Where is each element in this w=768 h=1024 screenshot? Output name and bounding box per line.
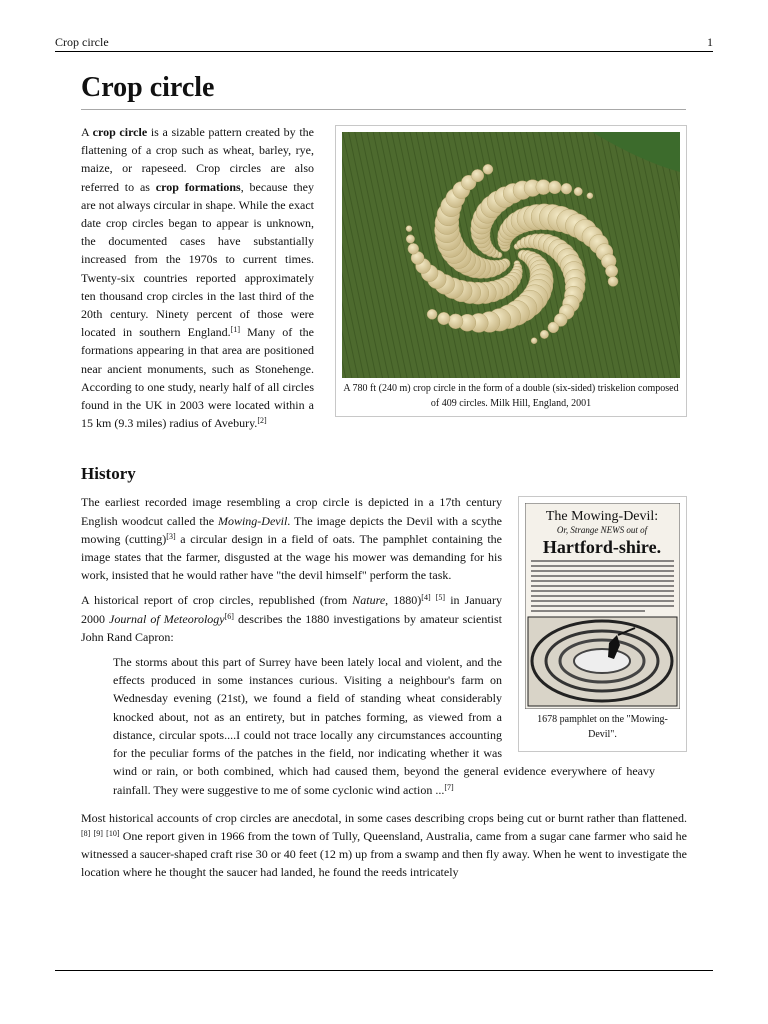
citation-link[interactable]: [7] bbox=[444, 782, 454, 792]
mowing-devil-figure bbox=[518, 496, 687, 752]
text: A historical report of crop circles, republished (from bbox=[81, 593, 353, 608]
text: A bbox=[81, 125, 93, 139]
text: , because they are not always circular in shape. While the exact date crop circles began to appear is unknown, the documented cases have substantially increased from the 1970s to current times. Twenty-six countries reported approximately ten thousand crop circles in the last third of the 20th century. Ninety percent of those were located in southern England. bbox=[81, 179, 315, 340]
text: , 1880) bbox=[385, 593, 422, 608]
article-title: Crop circle bbox=[81, 68, 686, 110]
article-body bbox=[81, 123, 687, 889]
text: in January 2000 bbox=[81, 593, 503, 626]
flattened-crop-disc bbox=[574, 187, 582, 195]
flattened-crop-disc bbox=[483, 164, 493, 174]
flattened-crop-disc bbox=[427, 309, 437, 319]
citation-link[interactable]: [10] bbox=[106, 828, 120, 838]
pamphlet-title-line3: Hartford-shire. bbox=[542, 537, 662, 558]
title-journal-of-meteorology: Journal of Meteorology bbox=[109, 611, 225, 626]
flattened-crop-disc bbox=[608, 276, 618, 286]
running-header-title: Crop circle bbox=[55, 35, 109, 49]
text: . The image depicts the Devil with a scythe mowing (cutting) bbox=[81, 513, 502, 546]
text: One report given in 1966 from the town of Tully, Queensland, Australia, came from a sugar cane farmer who said he witnessed a saucer-shaped craft rise 30 or 40 feet (12 m) up from a swamp and then fly away. When he went to investigate the location where he thought the saucer had landed, he found the reeds intricately bbox=[81, 828, 688, 880]
crop-circle-aerial-image bbox=[342, 132, 680, 378]
text: describes the 1880 investigations by amateur scientist John Rand Capron: bbox=[81, 611, 503, 644]
text: Most historical accounts of crop circles are anecdotal, in some cases describing crops being cut or burnt rather than flattened. bbox=[81, 810, 687, 825]
flattened-crop-disc bbox=[471, 169, 483, 181]
flattened-crop-disc bbox=[438, 312, 450, 324]
figure-caption: A 780 ft (240 m) crop circle in the form of a double (six-sided) triskelion composed of 409 circles. Milk Hill, England, 2001 bbox=[343, 383, 679, 409]
flattened-crop-disc bbox=[406, 226, 412, 232]
citation-link[interactable]: [2] bbox=[257, 416, 267, 426]
flattened-crop-disc bbox=[540, 330, 548, 338]
running-header bbox=[55, 34, 713, 52]
text: The storms about this part of Surrey have been lately local and violent, and the effects produced in some instances curious. Visiting a neighbour's farm on Wednesday evening (21st), we found a field of standing wheat considerably knocked about, not as an entirety, but in patches forming, as viewed from a distance, circular spots....I could not trace locally any circumstances accounting for the peculiar forms of the patches in the field, nor indicating whether it was wind or rain, or both combined, which had caused them, beyond the general evidence everywhere of heavy rainfall. They were suggestive to me of some cyclonic wind action ... bbox=[113, 655, 655, 797]
flattened-crop-disc bbox=[448, 314, 463, 329]
citation-link[interactable]: [1] bbox=[230, 325, 240, 335]
term-crop-formations: crop formations bbox=[155, 179, 241, 194]
flattened-crop-disc bbox=[548, 181, 561, 194]
mowing-devil-pamphlet-image bbox=[525, 503, 680, 709]
flattened-crop-disc bbox=[548, 322, 559, 333]
flattened-crop-disc bbox=[587, 193, 593, 199]
flattened-crop-disc bbox=[605, 265, 617, 277]
page-number: 1 bbox=[707, 35, 713, 49]
text: Many of the formations appearing in that area are positioned near ancient monuments, such as Stonehenge. According to one study, nearly half of all circles found in the UK in 2003 were located within a 15 km (9.3 miles) radius of Avebury. bbox=[81, 325, 314, 431]
citation-link[interactable]: [3] bbox=[166, 531, 176, 541]
citation-link[interactable]: [6] bbox=[224, 611, 234, 621]
citation-link[interactable]: [5] bbox=[435, 593, 446, 603]
figure-caption: 1678 pamphlet on the "Mowing-Devil". bbox=[537, 714, 668, 740]
flattened-crop-disc bbox=[406, 235, 414, 243]
footer-rule bbox=[55, 970, 713, 971]
text: The earliest recorded image resembling a crop circle is depicted in a 17th century English woodcut called the bbox=[81, 495, 502, 528]
title-nature: Nature bbox=[352, 593, 386, 608]
term-crop-circle: crop circle bbox=[92, 125, 148, 139]
citation-link[interactable]: [4] bbox=[421, 593, 431, 603]
text: is a sizable pattern created by the flattening of a crop such as wheat, barley, rye, maize, or rapeseed. Crop circles are also referred to as bbox=[81, 125, 314, 194]
flattened-crop-disc bbox=[408, 243, 419, 254]
flattened-crop-disc bbox=[531, 338, 537, 344]
text: a circular design in a field of oats. The pamphlet containing the image states that the farmer, disgusted at the wage his mower was demanding for his work, insisted that he would rather have "the devil himself" perform the task. bbox=[81, 531, 502, 583]
flattened-crop-disc bbox=[561, 183, 572, 194]
section-heading-history: History bbox=[81, 464, 136, 484]
citation-link[interactable]: [8] bbox=[81, 828, 91, 838]
pamphlet-title-line1: The Mowing-Devil: bbox=[545, 509, 659, 525]
crop-circle-figure bbox=[335, 125, 687, 417]
title-mowing-devil: Mowing-Devil bbox=[217, 513, 288, 528]
history-paragraph-3 bbox=[81, 809, 687, 882]
pamphlet-title-line2: Or, Strange NEWS out of bbox=[556, 525, 648, 536]
citation-link[interactable]: [9] bbox=[93, 828, 103, 838]
